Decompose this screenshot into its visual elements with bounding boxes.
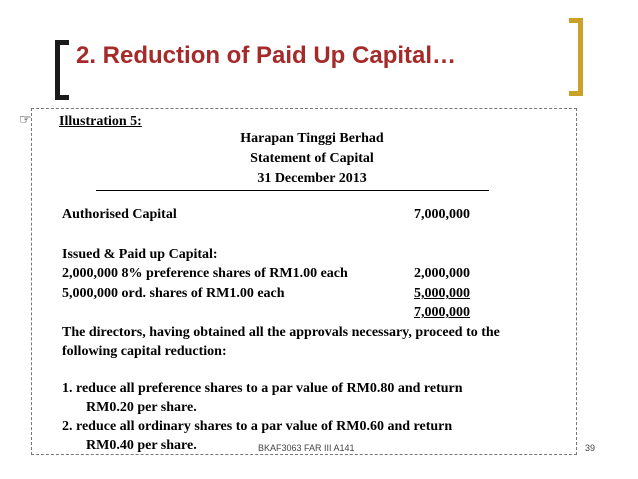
- statement-date: 31 December 2013: [257, 171, 367, 186]
- reduction-item-2-line-2: RM0.40 per share.: [86, 438, 197, 453]
- reduction-item-2-line-1: 2. reduce all ordinary shares to a par value of RM0.60 and return: [62, 419, 453, 434]
- reduction-item-1-line-1: 1. reduce all preference shares to a par value of RM0.80 and return: [62, 381, 463, 396]
- authorised-capital-label: Authorised Capital: [62, 207, 177, 222]
- total-capital-value: 7,000,000: [414, 305, 470, 320]
- page-number: 39: [585, 443, 596, 453]
- authorised-capital-value: 7,000,000: [414, 207, 470, 222]
- right-bracket-decoration: [569, 18, 583, 96]
- illustration-label: Illustration 5:: [59, 114, 142, 129]
- ordinary-shares-value: 5,000,000: [414, 286, 470, 301]
- preference-shares-label: 2,000,000 8% preference shares of RM1.00 each: [62, 266, 348, 281]
- pointing-hand-icon: ☞: [19, 112, 32, 128]
- slide-title: 2. Reduction of Paid Up Capital…: [76, 42, 457, 69]
- left-bracket-decoration: [55, 40, 69, 100]
- company-name: Harapan Tinggi Berhad: [240, 131, 384, 146]
- statement-title: Statement of Capital: [250, 151, 374, 166]
- paragraph-line-2: following capital reduction:: [62, 344, 227, 359]
- paragraph-line-1: The directors, having obtained all the approvals necessary, proceed to the: [62, 325, 500, 340]
- footer-course-code: BKAF3063 FAR III A141: [258, 443, 355, 453]
- reduction-item-1-line-2: RM0.20 per share.: [86, 400, 197, 415]
- preference-shares-value: 2,000,000: [414, 266, 470, 281]
- header-rule: [96, 190, 489, 191]
- issued-capital-heading: Issued & Paid up Capital:: [62, 247, 218, 262]
- ordinary-shares-label: 5,000,000 ord. shares of RM1.00 each: [62, 286, 285, 301]
